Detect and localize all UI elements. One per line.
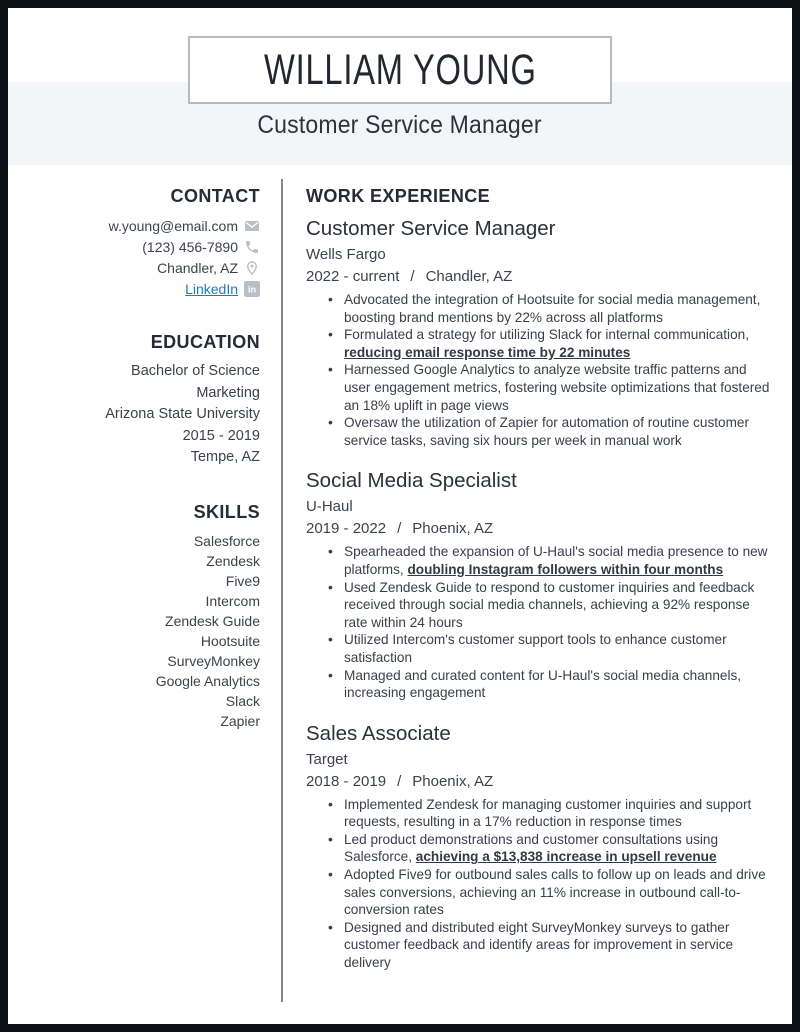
resume-header (8, 8, 792, 165)
skill-item: Zendesk Guide (165, 612, 260, 629)
job-bullet-list (306, 291, 772, 449)
bullet-emphasis-text: doubling Instagram followers within four months (407, 561, 724, 577)
job-bullet (344, 543, 772, 578)
skills-heading: SKILLS (193, 501, 260, 522)
skill-item: Zapier (220, 712, 260, 729)
job-bullet (344, 579, 772, 632)
job-dates: 2019 - 2022 (306, 520, 387, 538)
job-bullet (344, 919, 772, 972)
job-bullet (344, 796, 772, 831)
job-bullet (344, 866, 772, 919)
job-entry (306, 216, 772, 449)
skill-item: Five9 (225, 572, 260, 589)
job-location: Phoenix, AZ (412, 520, 494, 538)
contact-list (8, 215, 260, 299)
bullet-text: Managed and curated content for U-Haul's social media channels, increasing engagement (344, 667, 742, 701)
bullet-text: Used Zendesk Guide to respond to customer inquiries and feedback received through social media channels, achieving a 92% response rate within 24 hours (344, 579, 755, 630)
bullet-text: Led product demonstrations and customer consultations using Salesforce, (344, 831, 719, 865)
education-line: Arizona State University (105, 406, 260, 422)
job-title: Sales Associate (306, 721, 451, 745)
job-location: Chandler, AZ (425, 268, 513, 285)
job-bullet (344, 361, 772, 414)
job-dates: 2018 - 2019 (306, 772, 387, 790)
job-entry (306, 721, 772, 972)
skill-item: Google Analytics (155, 672, 260, 689)
candidate-name: WILLIAM YOUNG (263, 45, 537, 94)
name-box (188, 36, 612, 104)
work-experience-heading: WORK EXPERIENCE (306, 186, 491, 206)
contact-row (8, 236, 260, 257)
bullet-emphasis-text: achieving a $13,838 increase in upsell revenue (415, 849, 717, 865)
skill-item: Intercom (205, 592, 260, 609)
job-title: Customer Service Manager (306, 217, 556, 240)
education-line: Tempe, AZ (190, 449, 260, 465)
bullet-text: Utilized Intercom's customer support tools to enhance customer satisfaction (344, 632, 727, 665)
bullet-text: Implemented Zendesk for managing customer inquiries and support requests, resulting in a 17% reduction in response times (344, 796, 752, 830)
dates-location-separator: / (397, 520, 402, 538)
contact-row (8, 257, 260, 278)
linkedin-icon (244, 281, 260, 297)
job-entry (306, 468, 772, 701)
contact-value: (123) 456-7890 (142, 238, 238, 255)
bullet-text: Oversaw the utilization of Zapier for automation of routine customer service tasks, saving six hours per week in manual work (344, 415, 749, 448)
job-bullet (344, 831, 772, 866)
education-line: Bachelor of Science (131, 363, 260, 379)
dates-location-separator: / (410, 268, 415, 285)
contact-row (8, 215, 260, 236)
education-list (8, 361, 260, 469)
job-bullet (344, 291, 772, 326)
job-bullet (344, 631, 772, 666)
skill-item: Salesforce (193, 532, 260, 549)
education-line: 2015 - 2019 (182, 427, 260, 444)
job-title: Social Media Specialist (306, 469, 517, 493)
skill-item: Zendesk (206, 552, 260, 569)
bullet-emphasis-text: reducing email response time by 22 minutes (344, 344, 631, 360)
contact-value: Chandler, AZ (157, 259, 238, 276)
sidebar (8, 178, 281, 1032)
job-bullet (344, 667, 772, 702)
work-experience-column (283, 178, 792, 1032)
contact-value: w.young@email.com (108, 217, 238, 234)
contact-heading: CONTACT (170, 186, 260, 206)
linkedin-link[interactable]: LinkedIn (185, 280, 238, 297)
education-line: Marketing (196, 384, 260, 401)
job-company: Wells Fargo (306, 246, 386, 263)
envelope-icon (244, 218, 260, 234)
job-dates-location (306, 772, 772, 792)
education-heading: EDUCATION (150, 332, 260, 352)
content-columns (8, 165, 792, 1032)
bullet-text: Adopted Five9 for outbound sales calls to follow up on leads and drive sales conversions, achieving an 11% increase in outbound call-to-conversion rates (344, 867, 766, 918)
bullet-text: Harnessed Google Analytics to analyze website traffic patterns and user engagement metrics, fostering website optimizations that fostered an 18% uplift in page views (344, 362, 770, 413)
job-bullet-list (306, 796, 772, 972)
job-dates-location (306, 519, 772, 539)
job-title-subtitle: Customer Service Manager (257, 111, 543, 139)
bullet-text: Advocated the integration of Hootsuite for social media management, boosting brand mentions by 22% across all platforms (344, 292, 761, 325)
job-bullet (344, 414, 772, 449)
job-dates-location (306, 267, 772, 287)
skill-item: Slack (225, 692, 260, 709)
dates-location-separator: / (397, 772, 402, 790)
location-pin-icon (244, 260, 260, 276)
skills-list (8, 531, 260, 731)
contact-row (8, 278, 260, 299)
svg-text:in: in (248, 284, 256, 295)
bullet-text: Formulated a strategy for utilizing Slack for internal communication, (344, 327, 749, 343)
skill-item: SurveyMonkey (167, 652, 260, 669)
phone-icon (244, 239, 260, 255)
job-bullet (344, 326, 772, 361)
job-bullet-list (306, 543, 772, 701)
job-company: U-Haul (306, 498, 353, 516)
bullet-text: Spearheaded the expansion of U-Haul's social media presence to new platforms, (344, 544, 768, 577)
jobs-container (306, 216, 772, 972)
skill-item: Hootsuite (200, 632, 260, 649)
job-company: Target (306, 750, 348, 768)
job-location: Phoenix, AZ (412, 772, 494, 790)
job-dates: 2022 - current (306, 268, 400, 285)
bullet-text: Designed and distributed eight SurveyMonkey surveys to gather customer feedback and identify areas for improvement in service delivery (344, 919, 734, 971)
